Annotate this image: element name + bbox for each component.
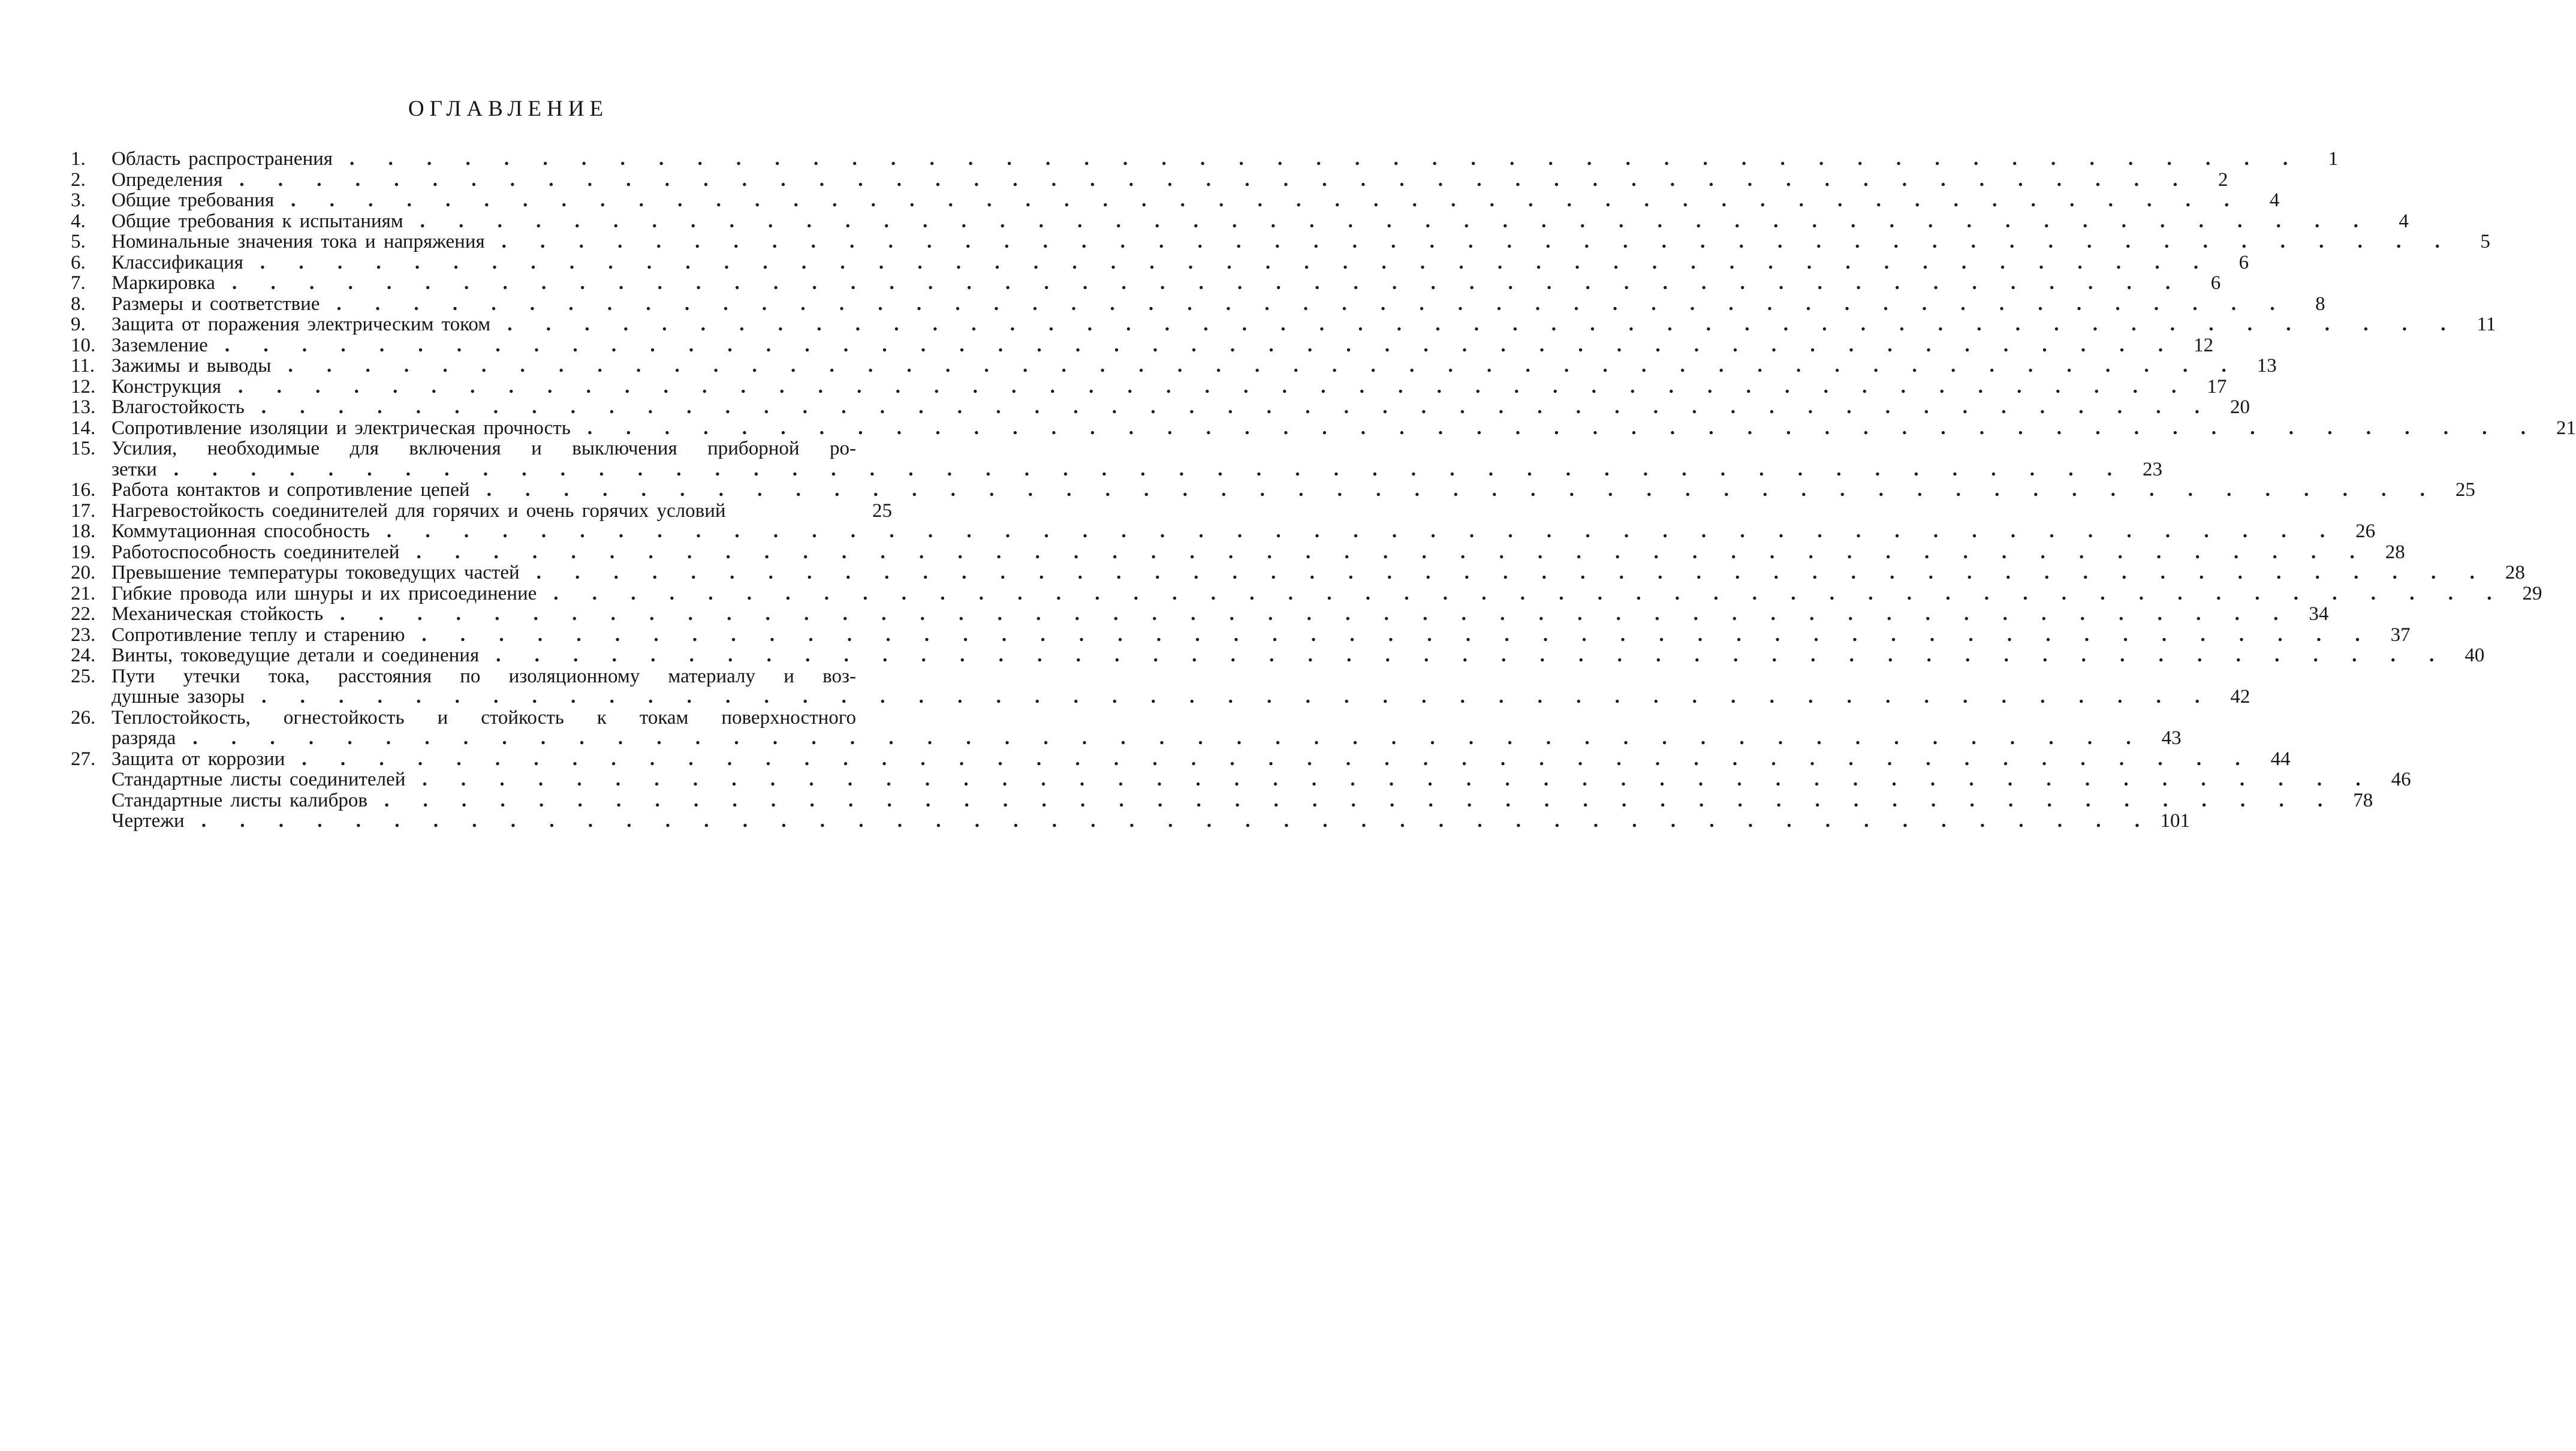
- toc-leader-dots: . . . . . . . . . . . . . . . . . . . . . . . . . . . . . . . . . . . . . . . . . . . . . . . . . . .: [384, 789, 2337, 811]
- toc-entry-page: 4: [2269, 189, 2280, 211]
- toc-entry-continuation: [71, 727, 2182, 749]
- toc-entry-page: 26: [2355, 520, 2376, 542]
- toc-entry-page: 17: [2207, 375, 2227, 398]
- toc-entry-title-line2: зетки: [112, 458, 157, 480]
- toc-entry: [71, 251, 2249, 273]
- table-of-contents: [71, 148, 2576, 832]
- toc-entry-number: 20.: [71, 562, 96, 583]
- toc-entry-title: Определения: [112, 168, 223, 191]
- toc-leader-dots: . . . . . . . . . . . . . . . . . . . . . . . . . . . . . . . . . . . . . . . . . . . . . . . . . . .: [288, 355, 2241, 377]
- toc-entry-title: Винты, токоведущие детали и соединения: [112, 645, 480, 666]
- toc-entry-title: Конструкция: [112, 375, 222, 398]
- toc-leader-dots: . . . . . . . . . . . . . . . . . . . . . . . . . . . . . . . . . . . . . . . . . . . . . . . . . . .: [260, 251, 2213, 273]
- toc-leader-dots: . . . . . . . . . . . . . . . . . . . . . . . . . . . . . . . . . . . . . . . . . . . . . . . . . . .: [291, 189, 2244, 211]
- toc-entry-page: 78: [2353, 789, 2373, 811]
- toc-entry: [71, 314, 2496, 335]
- toc-entry-number: 21.: [71, 582, 96, 604]
- toc-entry-number: 27.: [71, 748, 96, 770]
- toc-entry: [71, 231, 2490, 252]
- toc-entry-page: 13: [2256, 355, 2277, 377]
- toc-entry: [71, 210, 2409, 232]
- toc-entry-page: 29: [2522, 582, 2542, 604]
- toc-leader-dots: . . . . . . . . . . . . . . . . . . . . . . . . . . . . . . . . . . . . . . . . . . . . . . . . . . .: [501, 231, 2454, 252]
- toc-entry-page: 101: [2160, 810, 2190, 832]
- toc-entry-title: Размеры и соответствие: [112, 293, 320, 315]
- toc-entry-title: Механическая стойкость: [112, 603, 324, 625]
- toc-entry-page: 8: [2315, 293, 2325, 315]
- toc-entry-title-line1: Теплостойкость, огнестойкость и стойкость к токам поверхностного: [112, 706, 856, 728]
- toc-entry-page: 2: [2218, 168, 2228, 191]
- toc-entry-page: 43: [2161, 727, 2182, 749]
- toc-entry-title: Работа контактов и сопротивление цепей: [112, 479, 470, 501]
- toc-entry: [71, 520, 2376, 542]
- toc-entry-title: Номинальные значения тока и напряжения: [112, 231, 485, 252]
- toc-entry-page: 25: [872, 499, 892, 522]
- toc-entry: [71, 272, 2221, 294]
- toc-leader-dots: . . . . . . . . . . . . . . . . . . . . . . . . . . . . . . . . . . . . . . . . . . . . . . . . . . .: [238, 375, 2191, 398]
- toc-leader-dots: . . . . . . . . . . . . . . . . . . . . . . . . . . . . . . . . . . . . . . . . . . . . . . . . . . .: [192, 727, 2146, 749]
- toc-entry-number: 18.: [71, 520, 96, 542]
- toc-leader-dots: . . . . . . . . . . . . . . . . . . . . . . . . . . . . . . . . . . . . . . . . . . . . . . . . . . .: [507, 314, 2460, 335]
- toc-entry-number: 13.: [71, 396, 96, 418]
- toc-entry: [71, 541, 2405, 563]
- toc-entry-title: Коммутационная способность: [112, 520, 370, 542]
- toc-entry-title: Стандартные листы калибров: [112, 789, 367, 811]
- toc-entry-number: 11.: [71, 355, 95, 377]
- toc-entry-number: 16.: [71, 479, 96, 501]
- toc-entry-number: 4.: [71, 210, 86, 232]
- toc-entry: [71, 334, 2214, 356]
- toc-entry-number: 10.: [71, 334, 96, 356]
- toc-entry: [71, 789, 2373, 811]
- toc-entry: [71, 479, 2475, 501]
- toc-entry-page: 28: [2385, 541, 2405, 563]
- toc-entry: [71, 168, 2228, 191]
- toc-entry: [71, 375, 2227, 398]
- toc-entry: [71, 438, 892, 459]
- toc-entry: [71, 624, 2411, 646]
- toc-entry-page: 11: [2476, 314, 2496, 335]
- toc-leader-dots: . . . . . . . . . . . . . . . . . . . . . . . . . . . . . . . . . . . . . . . . . . . . . . . . . . .: [486, 479, 2439, 501]
- toc-entry-title: Нагревостойкость соединителей для горячих и очень горячих условий: [112, 499, 726, 522]
- toc-entry-title: Защита от коррозии: [112, 748, 285, 770]
- toc-entry-number: 15.: [71, 438, 96, 459]
- toc-entry-page: 46: [2391, 769, 2411, 790]
- toc-entry-title: Сопротивление теплу и старению: [112, 624, 405, 646]
- toc-entry-number: 3.: [71, 189, 86, 211]
- toc-entry-continuation: [71, 686, 2250, 708]
- toc-entry-number: 24.: [71, 645, 96, 666]
- toc-entry: [71, 355, 2277, 377]
- toc-leader-dots: . . . . . . . . . . . . . . . . . . . . . . . . . . . . . . . . . . . . . . . . . . . . . . . . . . .: [386, 520, 2340, 542]
- toc-entry: [71, 189, 2280, 211]
- toc-leader-dots: . . . . . . . . . . . . . . . . . . . . . . . . . . . . . . . . . . . . . . . . . . . . . . . . . . .: [261, 396, 2215, 418]
- toc-entry: [71, 603, 2329, 625]
- toc-leader-dots: . . . . . . . . . . . . . . . . . . . . . . . . . . . . . . . . . . . . . . . . . . . . . . . . . . .: [173, 458, 2127, 480]
- toc-leader-dots: . . . . . . . . . . . . . . . . . . . . . . . . . . . . . . . . . . . . . . . . . . . . . . . . . . .: [224, 334, 2178, 356]
- toc-leader-dots: . . . . . . . . . . . . . . . . . . . . . . . . . . . . . . . . . . . . . . . . . . . . . . . . . . .: [536, 562, 2489, 583]
- toc-entry-number: 22.: [71, 603, 96, 625]
- toc-entry-number: 1.: [71, 148, 86, 170]
- toc-entry-continuation: [71, 458, 2163, 480]
- toc-entry-title: Зажимы и выводы: [112, 355, 272, 377]
- toc-leader-dots: . . . . . . . . . . . . . . . . . . . . . . . . . . . . . . . . . . . . . . . . . . . . . . . . . . .: [421, 624, 2375, 646]
- toc-entry: [71, 748, 2291, 770]
- toc-entry-page: 37: [2390, 624, 2411, 646]
- toc-entry-title: Влагостойкость: [112, 396, 245, 418]
- toc-entry-number: 12.: [71, 375, 96, 398]
- toc-leader-dots: . . . . . . . . . . . . . . . . . . . . . . . . . . . . . . . . . . . . . . . . . . . . . . . . . . .: [587, 417, 2540, 439]
- toc-entry-title-line1: Пути утечки тока, расстояния по изоляционному материалу и воз-: [112, 665, 856, 687]
- toc-entry-title: Гибкие провода или шнуры и их присоединение: [112, 582, 537, 604]
- toc-entry-number: 7.: [71, 272, 86, 294]
- toc-leader-dots: . . . . . . . . . . . . . . . . . . . . . . . . . . . . . . . . . . . . . . . . . . . . . . . . . . .: [416, 541, 2369, 563]
- page-title: ОГЛАВЛЕНИЕ: [408, 97, 609, 121]
- toc-entry-number: 26.: [71, 706, 96, 728]
- toc-entry-number: 17.: [71, 499, 96, 522]
- toc-entry-number: 14.: [71, 417, 96, 439]
- toc-entry-title: Превышение температуры токоведущих частей: [112, 562, 520, 583]
- toc-entry-title: Общие требования к испытаниям: [112, 210, 403, 232]
- toc-leader-dots: . . . . . . . . . . . . . . . . . . . . . . . . . . . . . . . . . . . . . . . . . . . . . . . . . . .: [302, 748, 2255, 770]
- toc-entry-title-line2: душные зазоры: [112, 686, 245, 708]
- toc-entry: [71, 769, 2411, 790]
- toc-entry-page: 42: [2230, 686, 2250, 708]
- toc-entry: [71, 148, 2339, 170]
- toc-entry-title: Работоспособность соединителей: [112, 541, 400, 563]
- toc-entry-title-line1: Усилия, необходимые для включения и выключения приборной ро-: [112, 438, 856, 459]
- toc-entry-number: 5.: [71, 231, 86, 252]
- toc-entry: [71, 582, 2542, 604]
- toc-entry-number: 19.: [71, 541, 96, 563]
- toc-entry-title: Область распространения: [112, 148, 333, 170]
- toc-entry-page: 34: [2309, 603, 2329, 625]
- toc-leader-dots: . . . . . . . . . . . . . . . . . . . . . . . . . . . . . . . . . . . . . . . . . . . . . . . . . . .: [340, 603, 2293, 625]
- toc-entry-title: Классификация: [112, 251, 243, 273]
- toc-leader-dots: . . . . . . . . . . . . . . . . . . . . . . . . . . . . . . . . . . . . . . . . . . . . . . . . . . .: [496, 645, 2449, 666]
- toc-entry-number: 23.: [71, 624, 96, 646]
- toc-entry: [71, 396, 2250, 418]
- toc-entry-page: 23: [2143, 458, 2163, 480]
- toc-leader-dots: . . . . . . . . . . . . . . . . . . . . . . . . . . . . . . . . . . . . . . . . . . . . . . . . . . .: [422, 769, 2375, 790]
- toc-leader-dots: . . . . . . . . . . . . . . . . . . . . . . . . . . . . . . . . . . . . . . . . . . . . . . . . . . .: [261, 686, 2215, 708]
- toc-leader-dots: . . . . . . . . . . . . . . . . . . . . . . . . . . . . . . . . . . . . . . . . . . . . . . . . . . .: [239, 168, 2192, 191]
- toc-entry-number: 8.: [71, 293, 86, 315]
- toc-entry-number: 9.: [71, 314, 86, 335]
- toc-leader-dots: . . . . . . . . . . . . . . . . . . . . . . . . . . . . . . . . . . . . . . . . . . . . . . . . . . .: [420, 210, 2373, 232]
- toc-entry: [71, 810, 2190, 832]
- toc-entry: [71, 562, 2525, 583]
- toc-entry-page: 5: [2480, 231, 2490, 252]
- toc-entry: [71, 708, 892, 728]
- toc-entry-number: 2.: [71, 168, 86, 191]
- toc-entry-number: 6.: [71, 251, 86, 273]
- toc-entry-page: 4: [2399, 210, 2409, 232]
- toc-entry-page: 21: [2556, 417, 2576, 439]
- toc-leader-dots: . . . . . . . . . . . . . . . . . . . . . . . . . . . . . . . . . . . . . . . . . . . . . . . . . . .: [336, 293, 2289, 315]
- toc-entry-page: 20: [2230, 396, 2250, 418]
- toc-leader-dots: . . . . . . . . . . . . . . . . . . . . . . . . . . . . . . . . . . . . . . . . . . . . . . . . . . .: [349, 148, 2303, 170]
- toc-entry-page: 1: [2328, 148, 2339, 170]
- toc-entry-title: Защита от поражения электрическим током: [112, 314, 491, 335]
- toc-entry-page: 25: [2455, 479, 2475, 501]
- toc-entry-page: 12: [2194, 334, 2214, 356]
- toc-entry-title: Сопротивление изоляции и электрическая прочность: [112, 417, 571, 439]
- toc-entry: [71, 417, 2576, 439]
- toc-entry-page: 28: [2505, 562, 2525, 583]
- toc-entry-page: 6: [2238, 251, 2249, 273]
- toc-leader-dots: . . . . . . . . . . . . . . . . . . . . . . . . . . . . . . . . . . . . . . . . . . . . . . . . . . .: [201, 810, 2154, 832]
- toc-entry-title: Маркировка: [112, 272, 215, 294]
- toc-entry-number: 25.: [71, 665, 96, 687]
- toc-entry-title: Чертежи: [112, 810, 185, 832]
- toc-leader-dots: . . . . . . . . . . . . . . . . . . . . . . . . . . . . . . . . . . . . . . . . . . . . . . . . . . .: [553, 582, 2506, 604]
- toc-entry-page: 44: [2270, 748, 2291, 770]
- toc-leader-dots: . . . . . . . . . . . . . . . . . . . . . . . . . . . . . . . . . . . . . . . . . . . . . . . . . . .: [231, 272, 2185, 294]
- toc-entry: [71, 293, 2325, 315]
- toc-entry: [71, 645, 2485, 666]
- toc-entry-title: Стандартные листы соединителей: [112, 769, 406, 790]
- toc-entry: [71, 666, 892, 687]
- toc-entry-page: 6: [2210, 272, 2221, 294]
- toc-entry-title-line2: разряда: [112, 727, 176, 749]
- toc-entry: [71, 501, 892, 522]
- toc-entry-title: Заземление: [112, 334, 208, 356]
- toc-entry-title: Общие требования: [112, 189, 275, 211]
- toc-entry-page: 40: [2464, 645, 2485, 666]
